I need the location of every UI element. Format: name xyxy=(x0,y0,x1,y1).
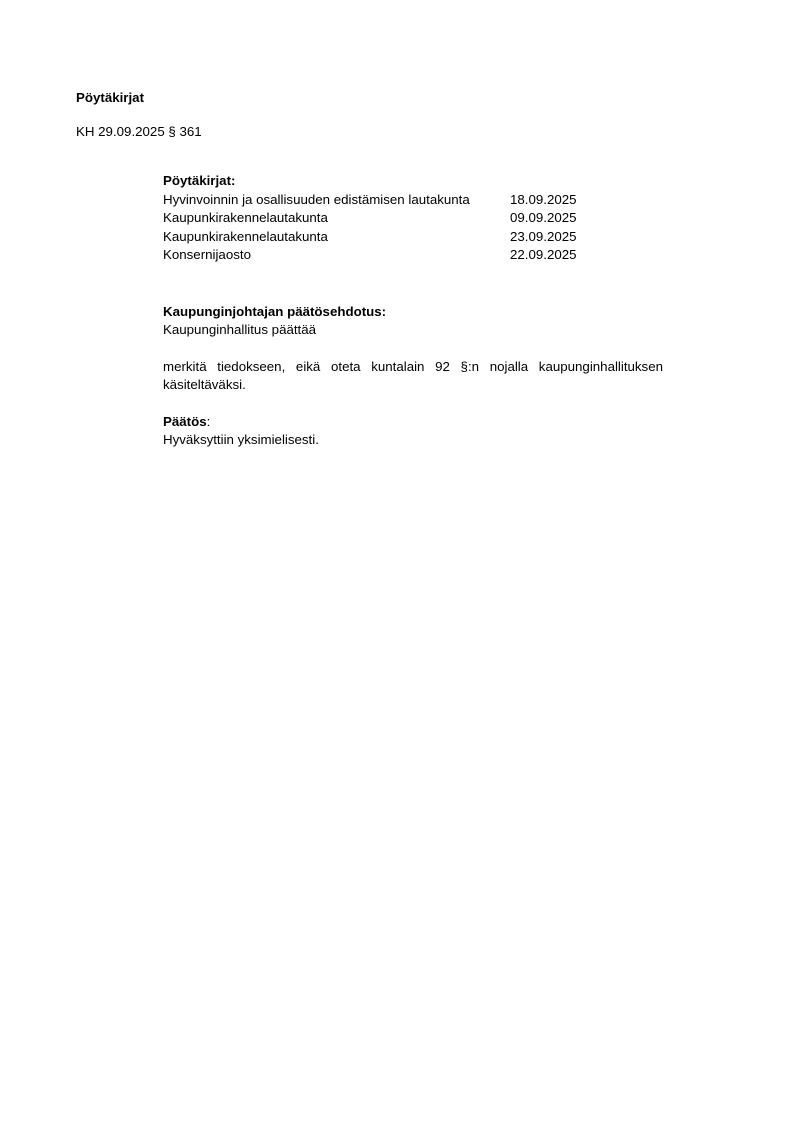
minutes-section xyxy=(163,172,663,265)
committee-name: Kaupunkirakennelautakunta xyxy=(163,228,328,244)
meeting-date: 09.09.2025 xyxy=(510,210,577,225)
proposal-heading: Kaupunginjohtajan päätösehdotus: xyxy=(163,303,387,319)
committee-name: Kaupunkirakennelautakunta xyxy=(163,210,328,225)
proposal-intro: Kaupunginhallitus päättää xyxy=(163,322,317,337)
committee-name: Konsernijaosto xyxy=(163,247,251,262)
meeting-date: 18.09.2025 xyxy=(510,191,577,207)
table-row xyxy=(163,191,577,210)
document-title: Pöytäkirjat xyxy=(76,90,144,105)
decision-text: Hyväksyttiin yksimielisesti. xyxy=(163,432,319,447)
proposal-section xyxy=(163,303,663,395)
proposal-text: merkitä tiedokseen, eikä oteta kuntalain 92 §:n nojalla kaupunginhallituksen käsiteltäväksi. xyxy=(163,358,663,392)
table-row xyxy=(163,246,577,265)
meeting-reference: KH 29.09.2025 § 361 xyxy=(76,124,202,139)
table-row xyxy=(163,209,577,228)
decision-heading-line xyxy=(163,413,663,432)
meeting-date: 22.09.2025 xyxy=(510,247,577,262)
table-row xyxy=(163,228,577,247)
document-body xyxy=(163,172,663,450)
minutes-table xyxy=(163,191,577,265)
decision-heading: Päätös xyxy=(163,413,207,429)
decision-section xyxy=(163,413,663,450)
minutes-heading: Pöytäkirjat: xyxy=(163,173,236,188)
meeting-date: 23.09.2025 xyxy=(510,228,577,244)
decision-colon: : xyxy=(206,413,211,429)
committee-name: Hyvinvoinnin ja osallisuuden edistämisen lautakunta xyxy=(163,191,470,207)
